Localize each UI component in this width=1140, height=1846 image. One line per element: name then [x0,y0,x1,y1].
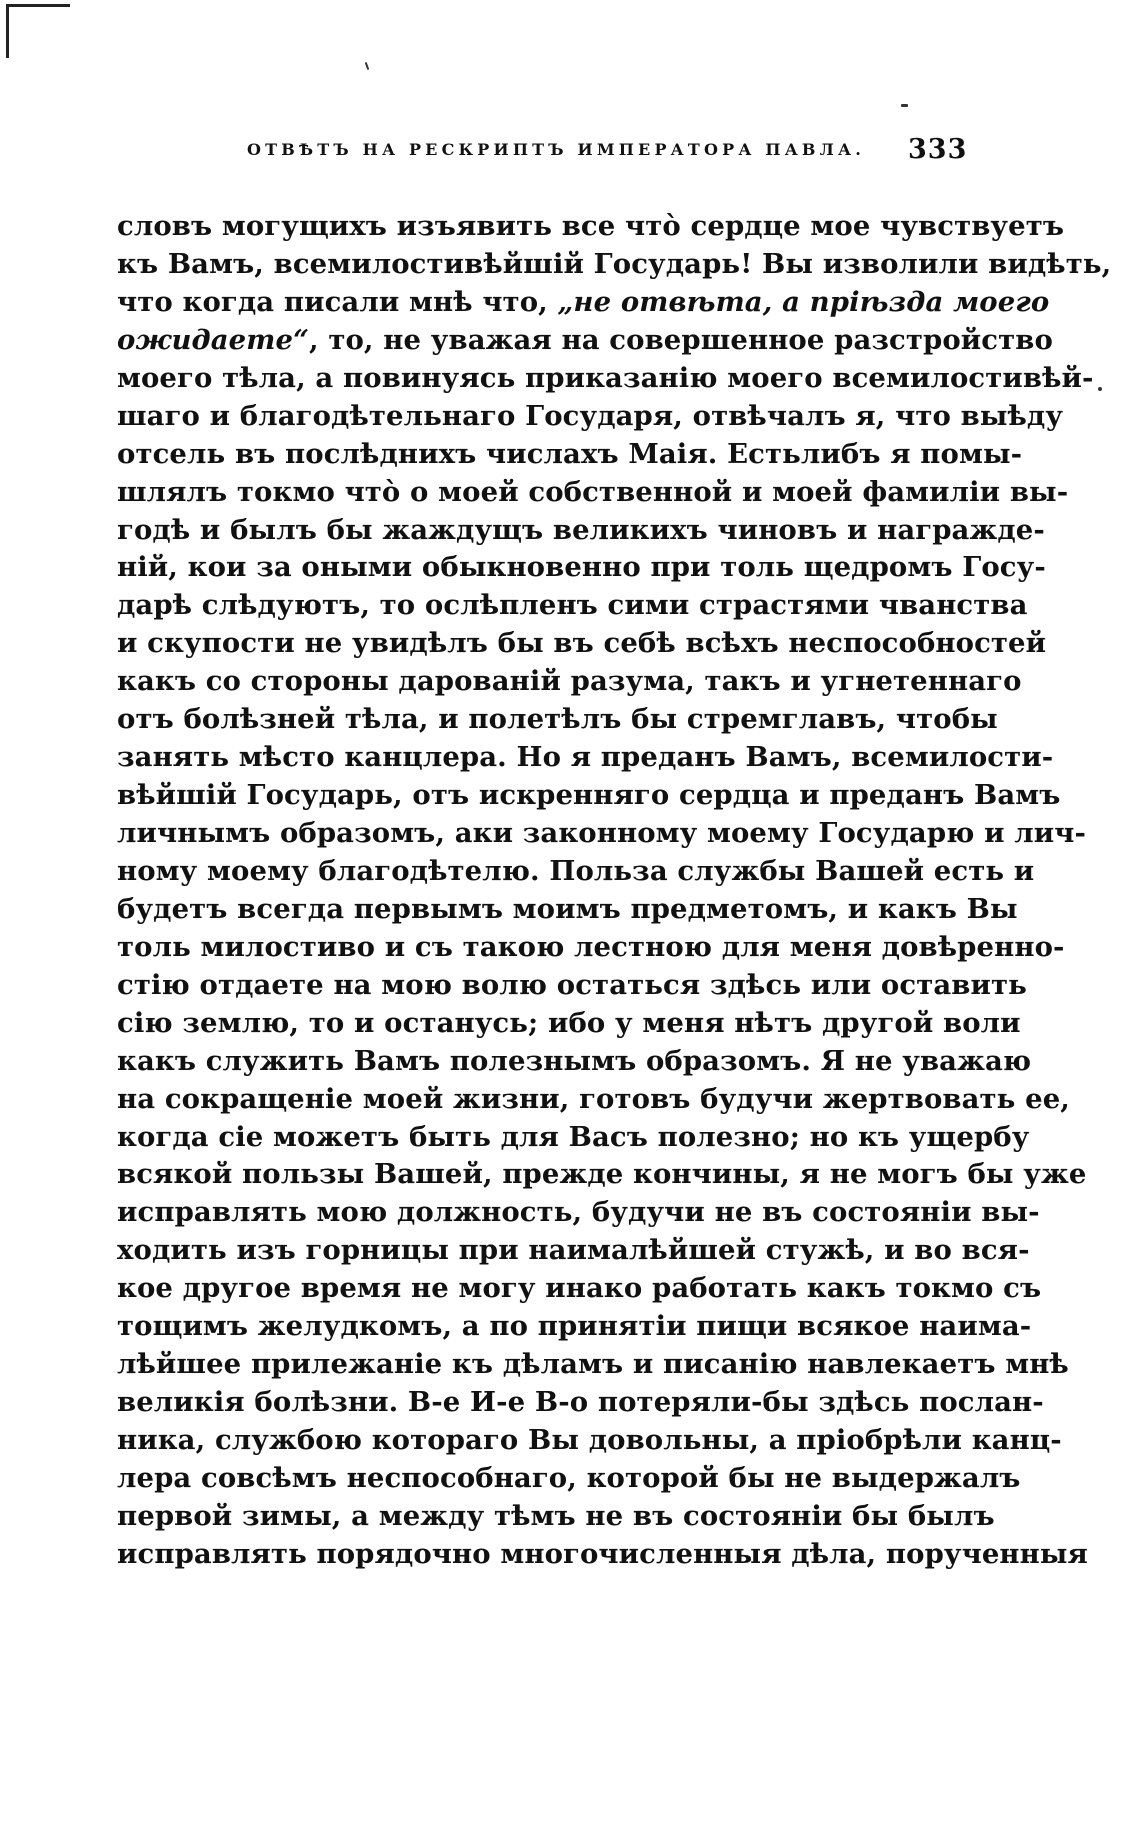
text-line: дарѣ слѣдуютъ, то ослѣпленъ сими страстями чванства [117,589,1028,622]
text-line: личнымъ образомъ, аки законному моему Государю и лич- [117,817,1087,849]
text-line: сію землю, то и останусь; ибо у меня нѣтъ другой воли [117,1006,1021,1039]
italic-quote: „не отвѣта, а пріѣзда моего [557,285,1050,318]
text-segment: , то, не уважая на совершенное разстройство [309,323,1053,356]
text-line: словъ могущихъ изъявить все что̀ сердце мое чувствуетъ [117,210,1065,242]
text-line: какъ служить Вамъ полезнымъ образомъ. Я не уважаю [117,1044,1032,1077]
text-line: моего тѣла, а повинуясь приказанію моего всемилостивѣй- [117,361,1094,394]
text-line: тощимъ желудкомъ, а по принятіи пищи всякое наима- [117,1310,1032,1343]
text-line: шлялъ токмо что̀ о моей собственной и моей фамиліи вы- [117,475,1069,508]
text-line: шаго и благодѣтельнаго Государя, отвѣчалъ я, что выѣду [117,399,1064,432]
text-line: какъ со стороны дарованій разума, такъ и угнетеннаго [117,665,1022,698]
text-line: всякой пользы Вашей, прежде кончины, я не могъ бы уже [117,1158,1087,1191]
text-line: ника, службою котораго Вы довольны, а пріобрѣли канц- [117,1424,1062,1456]
page-number: 333 [908,134,968,165]
text-line: къ Вамъ, всемилостивѣйшій Государь! Вы изволили видѣть, [117,247,1112,280]
text-line: отъ болѣзней тѣла, и полетѣлъ бы стремглавъ, чтобы [117,703,998,736]
text-line: занять мѣсто канцлера. Но я преданъ Вамъ, всемилости- [117,741,1054,774]
text-line: первой зимы, а между тѣмъ не въ состояніи бы былъ [117,1499,995,1532]
text-line: стію отдаете на мою волю остаться здѣсь или оставить [117,968,1027,1001]
italic-quote: ожидаете“ [117,323,309,356]
text-line: исправлять порядочно многочисленныя дѣла, порученныя [117,1537,1088,1570]
text-line: ній, кои за оными обыкновенно при толь щедромъ Госу- [117,551,1046,584]
scan-speck [1098,387,1102,391]
scan-speck [365,62,370,70]
running-title: ОТВѢТЪ НА РЕСКРИПТЪ ИМПЕРАТОРА ПАВЛА. [247,140,865,159]
text-line: вѣйшій Государь, отъ искренняго сердца и преданъ Вамъ [117,779,1061,812]
text-line: будетъ всегда первымъ моимъ предметомъ, и какъ Вы [117,892,1018,925]
body-text [117,208,1112,1574]
text-line: когда сіе можетъ быть для Васъ полезно; но къ ущербу [117,1120,1030,1153]
text-line: отсель въ послѣднихъ числахъ Маія. Естьлибъ я помы- [117,437,1023,470]
text-segment: что когда писали мнѣ что, [117,285,558,318]
text-line: кое другое время не могу инако работать какъ токмо съ [117,1272,1042,1305]
text-line: ному моему благодѣтелю. Польза службы Вашей есть и [117,854,1035,887]
scan-speck [901,104,908,107]
text-line: лѣйшее прилежаніе къ дѣламъ и писанію навлекаетъ мнѣ [117,1348,1069,1381]
text-line: и скупости не увидѣлъ бы въ себѣ всѣхъ неспособностей [117,627,1047,660]
scan-border-left [6,4,9,58]
scan-border-top [6,4,70,7]
text-line [117,322,1053,360]
text-line: великія болѣзни. В-е И-е В-о потеряли-бы здѣсь послан- [117,1386,1044,1419]
text-line: годѣ и былъ бы жаждущъ великихъ чиновъ и награжде- [117,513,1045,546]
text-line: исправлять мою должность, будучи не въ состояніи вы- [117,1196,1040,1229]
text-line: толь милостиво и съ такою лестною для меня довѣренно- [117,930,1065,963]
text-line [117,284,1050,322]
text-line: ходить изъ горницы при наималѣйшей стужѣ, и во вся- [117,1234,1030,1267]
text-line: лера совсѣмъ неспособнаго, которой бы не выдержалъ [117,1461,1021,1494]
text-line: на сокращеніе моей жизни, готовъ будучи жертвовать ее, [117,1082,1070,1115]
